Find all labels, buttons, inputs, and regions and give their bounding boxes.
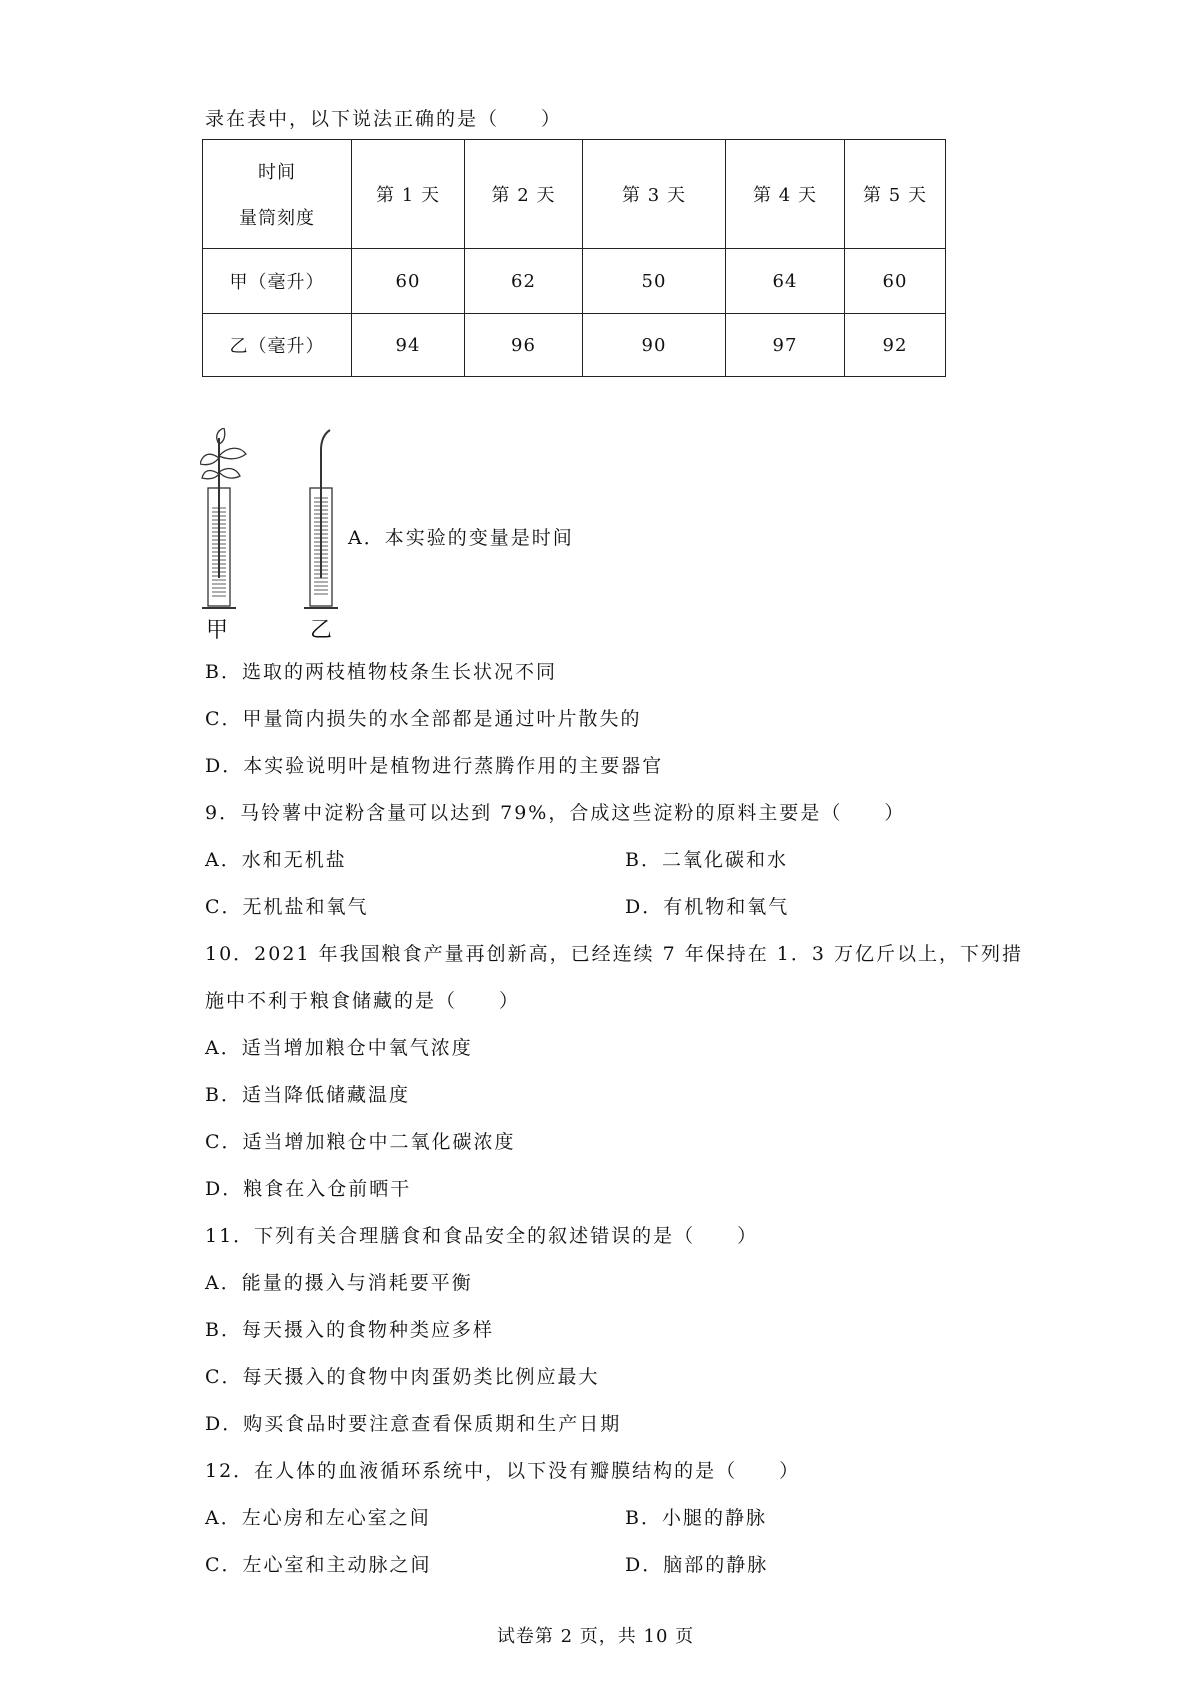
table-header-day: 第 1 天 (352, 140, 465, 249)
q9-option-d: D．有机物和氧气 (625, 896, 790, 918)
measurement-table (202, 139, 946, 377)
q12-option-b: B．小腿的静脉 (625, 1507, 767, 1529)
table-cell: 62 (465, 249, 583, 314)
table-cell: 92 (845, 314, 946, 377)
figure-label-yi: 乙 (310, 618, 333, 643)
table-cell: 60 (845, 249, 946, 314)
table-cell: 64 (726, 249, 845, 314)
q11-option-b: B．每天摄入的食物种类应多样 (205, 1319, 494, 1341)
option-b: B．选取的两枝植物枝条生长状况不同 (205, 661, 557, 683)
cylinder-illustration (200, 428, 350, 613)
table-header-corner (203, 140, 352, 249)
table-header-day: 第 3 天 (583, 140, 726, 249)
question-12-stem: 12．在人体的血液循环系统中，以下没有瓣膜结构的是（ ） (205, 1460, 801, 1482)
option-d: D．本实验说明叶是植物进行蒸腾作用的主要器官 (205, 755, 664, 777)
table-cell: 60 (352, 249, 465, 314)
table-header-day: 第 2 天 (465, 140, 583, 249)
header-scale-label: 量筒刻度 (239, 208, 315, 229)
table-cell: 94 (352, 314, 465, 377)
q10-option-c: C．适当增加粮仓中二氧化碳浓度 (205, 1131, 516, 1153)
q12-option-a: A．左心房和左心室之间 (205, 1507, 431, 1529)
page-footer: 试卷第 2 页，共 10 页 (496, 1626, 695, 1647)
q10-option-b: B．适当降低储藏温度 (205, 1084, 410, 1106)
cylinder-a-icon (200, 428, 246, 608)
question-stem-continuation: 录在表中，以下说法正确的是（ ） (205, 108, 563, 130)
q10-option-a: A．适当增加粮仓中氧气浓度 (205, 1037, 473, 1059)
option-c: C．甲量筒内损失的水全部都是通过叶片散失的 (205, 708, 642, 730)
q12-option-c: C．左心室和主动脉之间 (205, 1554, 432, 1576)
header-time-label: 时间 (258, 162, 296, 183)
row-label: 乙（毫升） (203, 314, 352, 377)
q12-option-d: D．脑部的静脉 (625, 1554, 769, 1576)
question-10-stem-line2: 施中不利于粮食储藏的是（ ） (205, 990, 521, 1012)
table-header-day: 第 4 天 (726, 140, 845, 249)
table-cell: 50 (583, 249, 726, 314)
table-row (203, 314, 946, 377)
q11-option-a: A．能量的摄入与消耗要平衡 (205, 1272, 473, 1294)
table-cell: 97 (726, 314, 845, 377)
graduated-cylinder-figure (200, 428, 350, 643)
q11-option-c: C．每天摄入的食物中肉蛋奶类比例应最大 (205, 1366, 600, 1388)
row-label: 甲（毫升） (203, 249, 352, 314)
table-header-day: 第 5 天 (845, 140, 946, 249)
q11-option-d: D．购买食品时要注意查看保质期和生产日期 (205, 1413, 622, 1435)
question-10-stem-line1: 10．2021 年我国粮食产量再创新高，已经连续 7 年保持在 1．3 万亿斤以上，下列措 (205, 943, 1023, 965)
table-cell: 90 (583, 314, 726, 377)
option-a: A．本实验的变量是时间 (348, 527, 574, 549)
table-cell: 96 (465, 314, 583, 377)
q9-option-a: A．水和无机盐 (205, 849, 347, 871)
question-11-stem: 11．下列有关合理膳食和食品安全的叙述错误的是（ ） (205, 1225, 759, 1247)
q9-option-b: B．二氧化碳和水 (625, 849, 788, 871)
question-9-stem: 9．马铃薯中淀粉含量可以达到 79%，合成这些淀粉的原料主要是（ ） (205, 802, 906, 824)
q9-option-c: C．无机盐和氧气 (205, 896, 369, 918)
cylinder-b-icon (304, 430, 338, 608)
table-row (203, 249, 946, 314)
figure-label-jia: 甲 (206, 618, 229, 643)
q10-option-d: D．粮食在入仓前晒干 (205, 1178, 412, 1200)
